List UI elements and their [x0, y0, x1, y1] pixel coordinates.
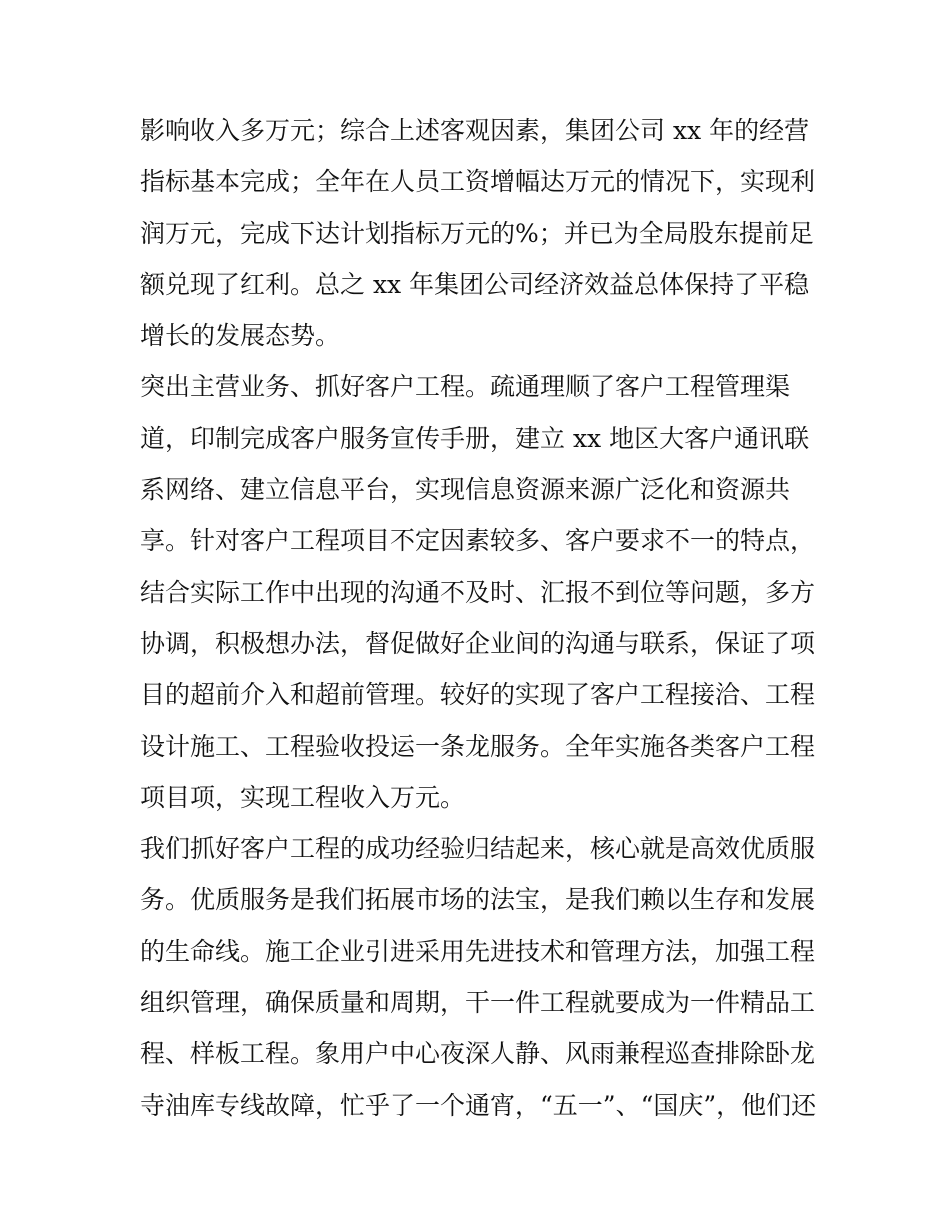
text-line: 突出主营业务、抓好客户工程。疏通理顺了客户工程管理渠: [140, 372, 791, 402]
text-line: 系网络、建立信息平台，实现信息资源来源广泛化和资源共: [140, 475, 791, 505]
text-line: 享。针对客户工程项目不定因素较多、客户要求不一的特点，: [140, 526, 816, 556]
text-line: 结合实际工作中出现的沟通不及时、汇报不到位等问题，多方: [140, 577, 816, 607]
text-line: 程、样板工程。象用户中心夜深人静、风雨兼程巡查排除卧龙: [140, 1039, 816, 1069]
text-line: 指标基本完成；全年在人员工资增幅达万元的情况下，实现利: [140, 167, 816, 197]
text-line: 务。优质服务是我们拓展市场的法宝，是我们赖以生存和发展: [140, 885, 816, 915]
text-line: 的生命线。施工企业引进采用先进技术和管理方法，加强工程: [140, 936, 816, 966]
document-body: [140, 105, 820, 1131]
text-line: 增长的发展态势。: [140, 321, 341, 351]
text-line: 项目项，实现工程收入万元。: [140, 782, 466, 812]
text-line: 目的超前介入和超前管理。较好的实现了客户工程接洽、工程: [140, 680, 816, 710]
text-line: 额兑现了红利。总之 xx 年集团公司经济效益总体保持了平稳: [140, 269, 810, 299]
text-line: 设计施工、工程验收投运一条龙服务。全年实施各类客户工程: [140, 731, 816, 761]
text-line: 协调，积极想办法，督促做好企业间的沟通与联系，保证了项: [140, 628, 816, 658]
text-line: 影响收入多万元；综合上述客观因素，集团公司 xx 年的经营: [140, 116, 810, 145]
text-line: 组织管理，确保质量和周期，干一件工程就要成为一件精品工: [140, 988, 816, 1018]
text-line: 道，印制完成客户服务宣传手册，建立 xx 地区大客户通讯联: [140, 423, 810, 453]
text-line: 我们抓好客户工程的成功经验归结起来，核心就是高效优质服: [140, 834, 816, 864]
text-line: 润万元，完成下达计划指标万元的%；并已为全局股东提前足: [140, 218, 814, 248]
text-line: 寺油库专线故障，忙乎了一个通宵，“五一”、“国庆”，他们还: [140, 1090, 817, 1120]
